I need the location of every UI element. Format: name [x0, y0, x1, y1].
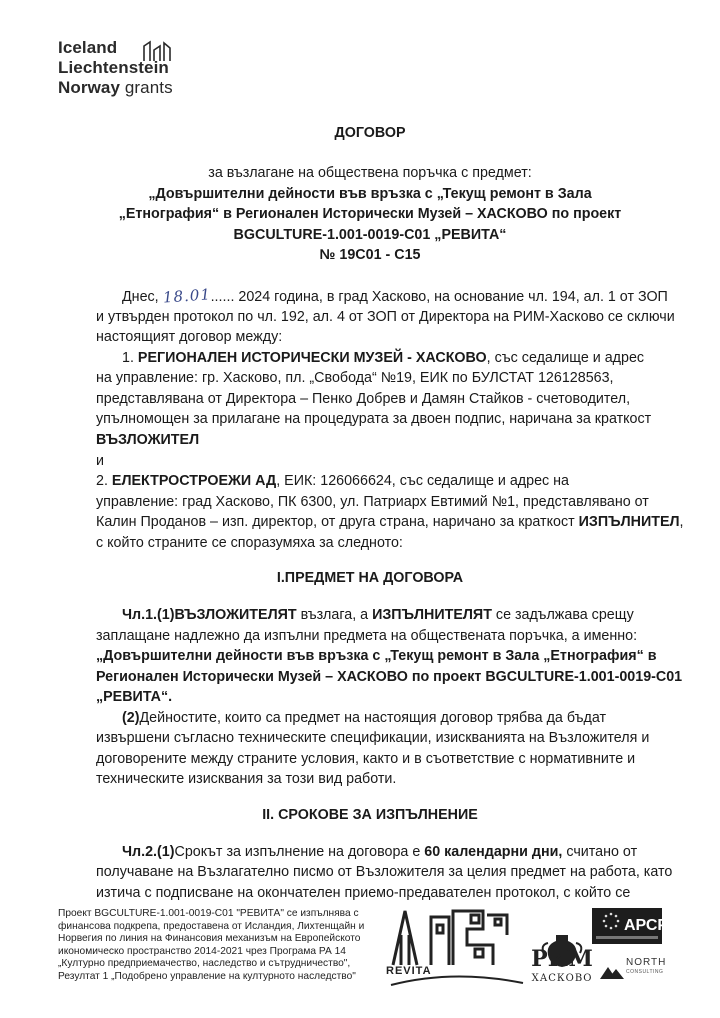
art1-p2-text: Дейностите, които са предмет на настоящия договор трябва да бъдат: [139, 710, 607, 726]
grants-mark-icon: [142, 40, 176, 62]
intro-line-1: [122, 285, 668, 308]
art1-line-1: [122, 605, 644, 626]
date-prefix: Днес,: [122, 289, 163, 305]
eu-stars-badge: [592, 908, 669, 944]
art1-p2-line-2: извършени съгласно техническите спецификации, изискванията на Възложителя и: [96, 730, 650, 746]
party2-line-2: управление: град Хасково, ПК 6300, ул. Патриарх Евтимий №1, представлявано от: [96, 494, 649, 510]
north-subtitle: CONSULTING: [626, 969, 664, 975]
subject-line-3: BGCULTURE-1.001-0019-C01 „РЕВИТА“: [233, 227, 507, 243]
party1-short-name: ВЪЗЛОЖИТЕЛ: [96, 432, 200, 448]
party2-l3-pre: Калин Проданов – изп. директор, от друга страна, наричано за краткост: [96, 514, 579, 530]
art2-l1-pre: Срокът за изпълнение на договора е: [174, 844, 425, 860]
rim-title: РИМ: [531, 946, 593, 972]
footer-line-1: Проект BGCULTURE-1.001-0019-C01 "РЕВИТА" се изпълнява с: [58, 908, 359, 919]
art2-l1-post: считано от: [562, 844, 638, 860]
party2-after: , ЕИК: 126066624, със седалище и адрес на: [276, 473, 570, 489]
footer-funding-note: [58, 908, 388, 984]
intro-line-3: настоящият договор между:: [96, 329, 283, 345]
art2-label: Чл.2.(1): [122, 844, 175, 860]
party1-line-1: [122, 348, 644, 369]
footer-line-5: „Културно предприемачество, наследство и сътрудничество",: [58, 958, 351, 970]
footer-line-4: икономическо пространство 2014-2021 чрез Програма РА 14: [58, 945, 346, 957]
handwritten-date: 18.01: [162, 285, 212, 307]
date-suffix: 2024 година, в град Хасково, на основание чл. 194, ал. 1 от ЗОП: [234, 289, 668, 305]
art1-line-3: „Довършителни дейности във връзка с „Текущ ремонт в Зала „Етнография“ в: [96, 648, 657, 664]
subject-intro: за възлагане на обществена поръчка с предмет:: [208, 165, 532, 181]
art1-p2-line-4: техническите изисквания за този вид работи.: [96, 771, 397, 787]
party1-line-2: на управление: гр. Хасково, пл. „Свобода“ №19, ЕИК по БУЛСТАТ 126128563,: [96, 370, 614, 386]
and-conjunction: и: [96, 453, 104, 469]
party1-line-3: представлявана от Директора – Пенко Добрев и Дамян Стайков - счетоводител,: [96, 391, 631, 407]
logo-line-2: Liechtenstein: [58, 58, 169, 77]
date-dots: ......: [210, 289, 235, 305]
party2-l3-post: ,: [679, 514, 684, 530]
logo-grants: grants: [124, 78, 173, 97]
logo-line-3: [58, 78, 218, 98]
subject-line-2: „Етнография“ в Регионален Исторически Музей – ХАСКОВО по проект: [118, 206, 622, 222]
art1-p2-line-1: [122, 708, 644, 729]
contract-number: № 19С01 - С15: [319, 247, 421, 263]
art1-contractor: ИЗПЪЛНИТЕЛЯТ: [372, 607, 492, 623]
party1-after: , със седалище и адрес: [486, 350, 645, 366]
footer-line-3: Норвегия по линия на Финансовия механизъм на Европейското: [58, 933, 361, 945]
art1-line-5: „РЕВИТА“.: [96, 689, 173, 705]
party2-short-name: ИЗПЪЛНИТЕЛ: [578, 514, 680, 530]
revita-logo-icon: [383, 905, 533, 997]
art1-p2-line-3: договорените между страните условия, както и в съответствие с нормативните и: [96, 751, 636, 767]
section-1-title: I.ПРЕДМЕТ НА ДОГОВОРА: [276, 570, 464, 586]
footer-line-2: финансова подкрепа, предоставена от Исландия, Лихтенщайн и: [58, 920, 365, 932]
party1-name: РЕГИОНАЛЕН ИСТОРИЧЕСКИ МУЗЕЙ - ХАСКОВО: [137, 350, 487, 366]
logo-line-1: Iceland: [58, 38, 118, 57]
north-title: NORTH: [626, 957, 667, 968]
doc-title: ДОГОВОР: [334, 125, 406, 141]
party2-line-4: с който страните се споразумяха за следното:: [96, 535, 403, 551]
arcp-text: АРСР: [624, 917, 669, 934]
party1-number: 1.: [122, 350, 138, 366]
art2-term: 60 календарни дни,: [424, 844, 563, 860]
art1-end: се задължава срещу: [491, 607, 634, 623]
art1-label: Чл.1.(1): [122, 607, 175, 623]
art2-line-1: [122, 842, 644, 863]
art1-assignor: ВЪЗЛОЖИТЕЛЯТ: [174, 607, 297, 623]
footer-line-6: Резултат 1 „Подобрено управление на културното наследство": [58, 970, 356, 982]
party1-line-4: упълномощен за прилагане на процедурата за двоен подпис, наричана за краткост: [96, 411, 652, 427]
art2-line-3: изтича с подписване на окончателен приемо-предавателен протокол, с който се: [96, 885, 631, 901]
party2-name: ЕЛЕКТРОСТРОЕЖИ АД: [111, 473, 277, 489]
eu-stars-icon: [592, 908, 669, 944]
party2-line-1: [96, 471, 644, 492]
intro-line-2: и утвърден протокол по чл. 192, ал. 4 от ЗОП от Директора на РИМ-Хасково се сключи: [96, 309, 675, 325]
subject-line-1: „Довършителни дейности във връзка с „Текущ ремонт в Зала: [148, 186, 592, 202]
party2-number: 2.: [96, 473, 112, 489]
rim-subtitle: ХАСКОВО: [531, 973, 593, 984]
art1-line-4: Регионален Исторически Музей – ХАСКОВО по проект BGCULTURE-1.001-0019-C01: [96, 669, 683, 685]
logo-norway: Norway: [58, 78, 121, 97]
art1-p2-label: (2): [122, 710, 140, 726]
party2-line-3: [96, 512, 684, 533]
art1-line-2: заплащане надлежно да изпълни предмета на обществената поръчка, а именно:: [96, 628, 638, 644]
revita-label: REVITA: [386, 965, 432, 977]
section-2-title: II. СРОКОВЕ ЗА ИЗПЪЛНЕНИЕ: [262, 807, 478, 823]
eea-norway-grants-logo: [58, 38, 218, 118]
art1-mid: възлага, а: [296, 607, 373, 623]
art2-line-2: получаване на Възлагателно писмо от Възложителя за целия предмет на работа, като: [96, 864, 673, 880]
